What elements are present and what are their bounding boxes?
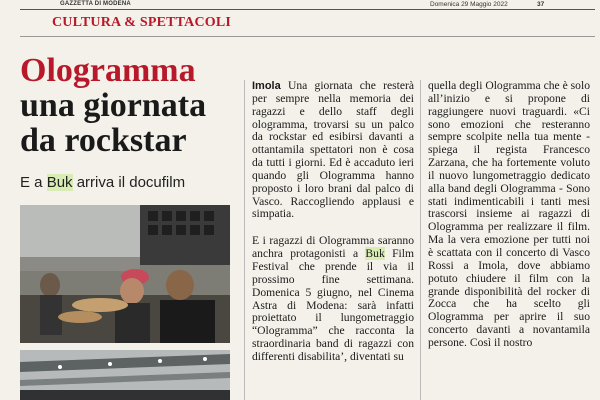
article-column-2 <box>428 80 590 350</box>
subheadline <box>20 174 185 191</box>
stage-photo <box>20 350 230 400</box>
section-title: CULTURA & SPETTACOLI <box>52 15 232 30</box>
newspaper-name: GAZZETTA DI MODENA <box>60 1 131 7</box>
subhead-before: E a <box>20 174 47 191</box>
issue-date: Domenica 29 Maggio 2022 <box>430 1 508 8</box>
paragraph-2-after: Film Festival che prende il via il prossimo fine settimana. Domenica 5 giugno, nel Cinema Astra di Modena: sarà infatti proiettato il lungometraggio “Ologramma” che racconta la straordinaria band di ragazzi con differenti disabilita’, diventati su <box>252 247 414 363</box>
paragraph-1-text: Una giornata che resterà per sempre nella memoria dei ragazzi e dello staff degli ologramma, trovarsi su un palco da rockstar ed esibirsi davanti a ottantamila spettatori non è cosa da tutti i giorni. Ed è accaduto ieri quando gli Ologramma hanno proposto i loro brani dal palco di Vasco. Raccogliendo applausi e simpatia. <box>252 79 414 221</box>
header-rule <box>20 9 595 10</box>
headline-line-3: da rockstar <box>20 122 187 159</box>
paragraph-2-highlight: Buk <box>365 247 385 261</box>
paragraph-1 <box>252 80 414 221</box>
subhead-highlight: Buk <box>46 174 73 191</box>
headline <box>20 53 245 158</box>
article-column-1 <box>252 80 414 364</box>
headline-line-1: Ologramma <box>20 52 196 89</box>
column-divider <box>244 80 245 400</box>
concert-photo-image <box>20 205 230 343</box>
stage-photo-image <box>20 350 230 400</box>
paragraph-2-before: E i ragazzi di Ologramma saranno anchra protagonisti a <box>252 234 414 261</box>
section-rule <box>20 36 595 37</box>
concert-photo <box>20 205 230 343</box>
paragraph-2 <box>252 235 414 363</box>
page-header <box>0 0 600 12</box>
dateline: Imola <box>252 80 281 92</box>
subhead-after: arriva il docufilm <box>72 174 186 191</box>
paragraph-3: quella degli Ologramma che è solo all’inizio e si propone di raggiungere nuovi traguardi. «Ci sono emozioni che resteranno sempre scolpite nella tua mente - spiega il regista Francesco Zarzana, che ha fortemente voluto il nuovo lungometraggio dedicato alla band degli Ologramma - Sono stati indimenticabili i tanti mesi trascorsi insieme ai ragazzi di Ologramma per realizzare il film. Ma la vera emozione per tutti noi è scattata con il concerto di Vasco Rossi a Imola, dove abbiamo potuto chiudere il film con la grande disponibilità del rocker di Zocca che ha scelto gli Ologramma per aprire il suo concerto davanti a novantamila persone. Così il nostro <box>428 79 590 349</box>
column-divider <box>420 80 421 400</box>
page-number: 37 <box>537 1 545 8</box>
headline-line-2: una giornata <box>20 87 207 124</box>
